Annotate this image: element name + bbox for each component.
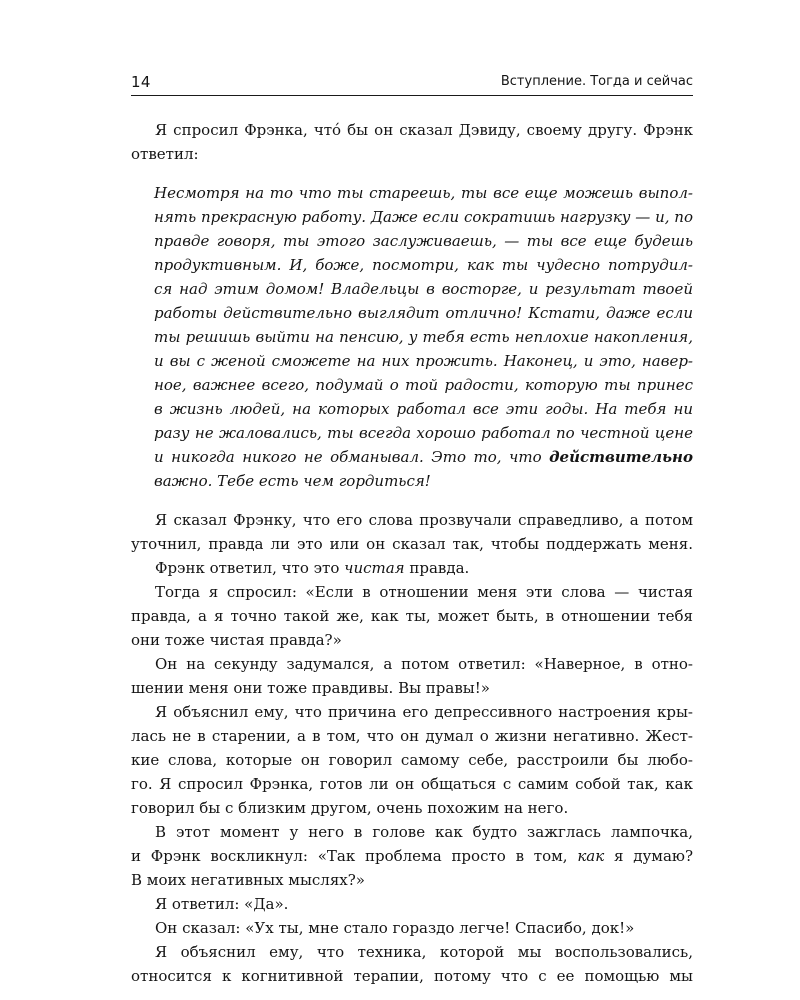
running-header xyxy=(131,73,693,96)
body-line: го. Я спросил Фрэнка, готов ли он общаться с самим собой так, как xyxy=(131,775,693,793)
quote-line: продуктивным. И, боже, посмотри, как ты чудесно потрудил- xyxy=(154,256,693,274)
body-line: Я объяснил ему, что техника, которой мы воспользовались, xyxy=(155,943,693,961)
body-line: В моих негативных мыслях?» xyxy=(131,871,365,889)
body-text: я думаю? xyxy=(604,847,693,865)
body-line: относится к когнитивной терапии, потому что с ее помощью мы xyxy=(131,967,693,985)
quote-line: ты решишь выйти на пенсию, у тебя есть неплохие накопления, xyxy=(154,328,693,346)
quote-line xyxy=(154,445,693,469)
quote-line: ное, важнее всего, подумай о той радости, которую ты принес xyxy=(154,376,693,394)
body-line: Он сказал: «Ух ты, мне стало гораздо легче! Спасибо, док!» xyxy=(155,919,635,937)
quote-line: важно. Тебе есть чем гордиться! xyxy=(154,472,431,490)
body-line xyxy=(131,844,693,868)
quote-line: в жизнь людей, на которых работал все эти годы. На тебя ни xyxy=(154,400,693,418)
body-emphasis: чистая xyxy=(344,559,405,577)
page-number: 14 xyxy=(131,73,151,91)
body-line: Он на секунду задумался, а потом ответил: «Наверное, в отно- xyxy=(155,655,693,673)
body-line: В этот момент у него в голове как будто зажглась лампочка, xyxy=(155,823,693,841)
quote-emphasis: действительно xyxy=(549,448,693,466)
body-text: и Фрэнк воскликнул: «Так проблема просто в том, xyxy=(131,847,578,865)
body-text: правда. xyxy=(404,559,470,577)
quote-line: работы действительно выглядит отлично! Кстати, даже если xyxy=(154,304,693,322)
body-line: лась не в старении, а в том, что он думал о жизни негативно. Жест- xyxy=(131,727,693,745)
body-line: Тогда я спросил: «Если в отношении меня эти слова — чистая xyxy=(155,583,693,601)
body-line: правда, а я точно такой же, как ты, может быть, в отношении тебя xyxy=(131,607,693,625)
body-line: они тоже чистая правда?» xyxy=(131,631,342,649)
body-line: Я ответил: «Да». xyxy=(155,895,289,913)
quote-line: нять прекрасную работу. Даже если сократишь нагрузку — и, по xyxy=(154,208,693,226)
quote-line: Несмотря на то что ты стареешь, ты все еще можешь выпол- xyxy=(154,184,693,202)
quote-text: и никогда никого не обманывал. Это то, что xyxy=(154,448,550,466)
body-emphasis: как xyxy=(577,847,605,865)
body-line: Я объяснил ему, что причина его депрессивного настроения кры- xyxy=(155,703,693,721)
body-line: шении меня они тоже правдивы. Вы правы!» xyxy=(131,679,490,697)
body-text: Фрэнк ответил, что это xyxy=(155,559,345,577)
body-line: Я сказал Фрэнку, что его слова прозвучали справедливо, а потом xyxy=(155,511,693,529)
running-head-title: Вступление. Тогда и сейчас xyxy=(500,74,693,89)
body-line: уточнил, правда ли это или он сказал так, чтобы поддержать меня. xyxy=(131,535,693,553)
body-line: кие слова, которые он говорил самому себе, расстроили бы любо- xyxy=(131,751,693,769)
intro-line: Я спросил Фрэнка, чтó бы он сказал Дэвиду, своему другу. Фрэнк xyxy=(155,121,693,139)
quote-line: ся над этим домом! Владельцы в восторге, и результат твоей xyxy=(154,280,693,298)
quote-line: правде говоря, ты этого заслуживаешь, — ты все еще будешь xyxy=(154,232,693,250)
intro-line: ответил: xyxy=(131,145,199,163)
body-line xyxy=(131,556,693,580)
body-line: говорил бы с близким другом, очень похожим на него. xyxy=(131,799,569,817)
quote-line: разу не жаловались, ты всегда хорошо работал по честной цене xyxy=(154,424,693,442)
quote-line: и вы с женой сможете на них прожить. Наконец, и это, навер- xyxy=(154,352,693,370)
